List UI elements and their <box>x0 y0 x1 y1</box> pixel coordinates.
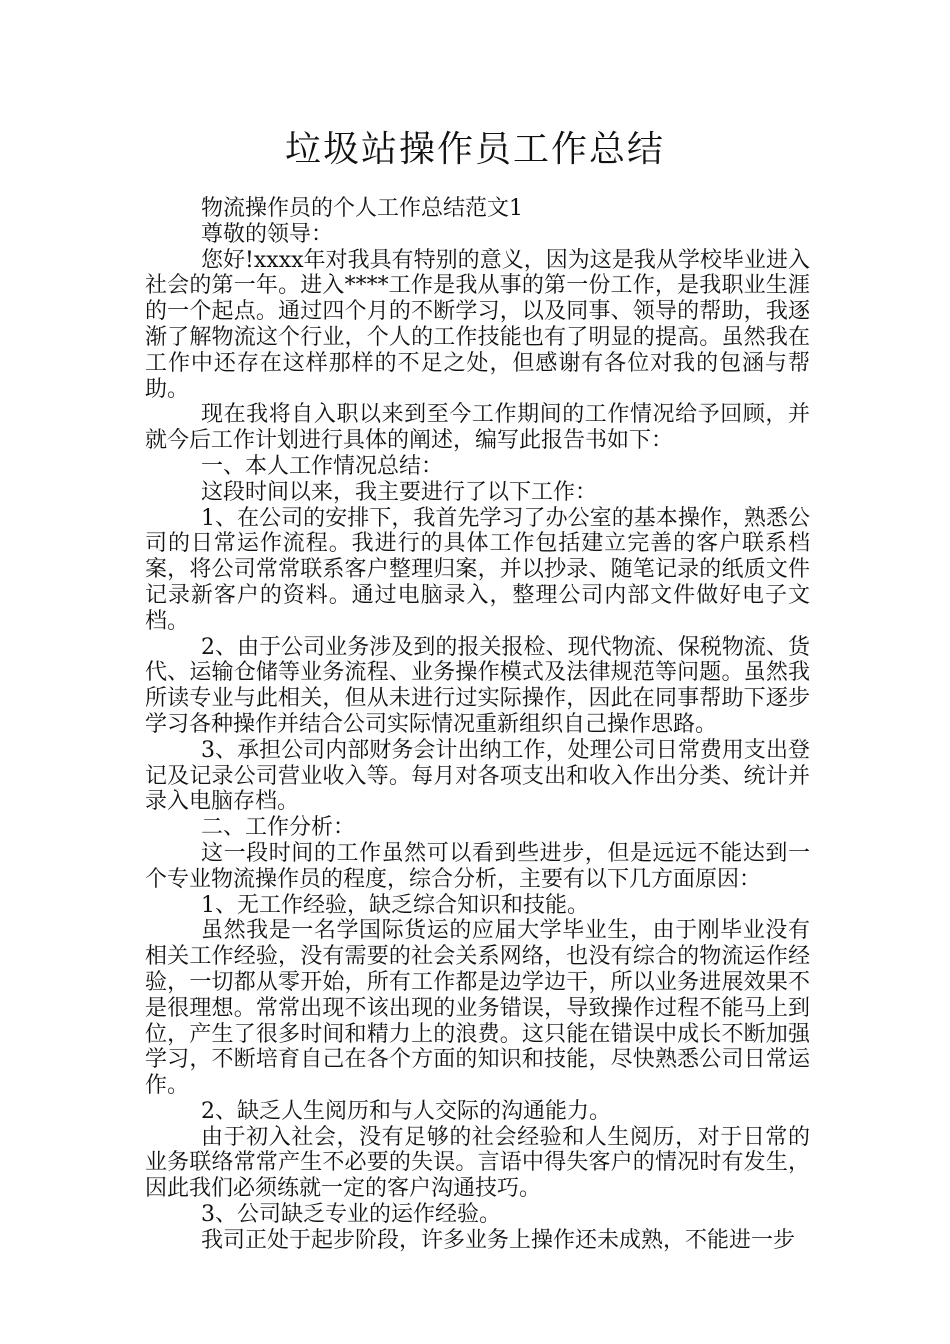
paragraph-heading: 二、工作分析： <box>201 815 356 841</box>
paragraph-subheading: 2、缺乏人生阅历和与人交际的沟通能力。 <box>201 1098 611 1124</box>
paragraph-salutation: 尊敬的领导： <box>201 221 334 247</box>
paragraph-section-heading: 物流操作员的个人工作总结范文1 <box>201 196 523 221</box>
paragraph-list-item: 1、在公司的安排下，我首先学习了办公室的基本操作，熟悉公司的日常运作流程。我进行的具体工作包括建立完善的客户联系档案，将公司常常联系客户整理归案，并以抄录、随笔记录的纸质文件记录新客户的资料。通过电脑录入，整理公司内部文件做好电子文档。 <box>145 505 810 634</box>
paragraph-body: 由于初入社会，没有足够的社会经验和人生阅历，对于日常的业务联络常常产生不必要的失误。言语中得失客户的情况时有发生，因此我们必须练就一定的客户沟通技巧。 <box>145 1124 810 1202</box>
paragraph-body: 这段时间以来，我主要进行了以下工作： <box>201 479 598 505</box>
document-title: 垃圾站操作员工作总结 <box>284 129 665 170</box>
paragraph-body: 这一段时间的工作虽然可以看到些进步，但是远远不能达到一个专业物流操作员的程度，综合分析，主要有以下几方面原因： <box>145 840 810 892</box>
document-body <box>145 196 810 1254</box>
paragraph-body: 现在我将自入职以来到至今工作期间的工作情况给予回顾，并就今后工作计划进行具体的阐述，编写此报告书如下： <box>145 402 810 454</box>
paragraph-body: 我司正处于起步阶段，许多业务上操作还未成熟，不能进一步 <box>201 1227 796 1253</box>
paragraph-subheading: 1、无工作经验，缺乏综合知识和技能。 <box>201 892 589 918</box>
paragraph-subheading: 3、公司缺乏专业的运作经验。 <box>201 1202 501 1228</box>
paragraph-list-item: 2、由于公司业务涉及到的报关报检、现代物流、保税物流、货代、运输仓储等业务流程、业务操作模式及法律规范等问题。虽然我所读专业与此相关，但从未进行过实际操作，因此在同事帮助下逐步学习各种操作并结合公司实际情况重新组织自己操作思路。 <box>145 634 810 737</box>
paragraph-body: 虽然我是一名学国际货运的应届大学毕业生，由于刚毕业没有相关工作经验，没有需要的社会关系网络，也没有综合的物流运作经验，一切都从零开始，所有工作都是边学边干，所以业务进展效果不是很理想。常常出现不该出现的业务错误，导致操作过程不能马上到位，产生了很多时间和精力上的浪费。这只能在错误中成长不断加强学习，不断培育自己在各个方面的知识和技能，尽快熟悉公司日常运作。 <box>145 918 810 1099</box>
paragraph-heading: 一、本人工作情况总结： <box>201 453 444 479</box>
paragraph-body: 您好!xxxx年对我具有特别的意义，因为这是我从学校毕业进入社会的第一年。进入****工作是我从事的第一份工作，是我职业生涯的一个起点。通过四个月的不断学习，以及同事、领导的帮助，我逐渐了解物流这个行业，个人的工作技能也有了明显的提高。虽然我在工作中还存在这样那样的不足之处，但感谢有各位对我的包涵与帮助。 <box>145 247 810 402</box>
paragraph-list-item: 3、承担公司内部财务会计出纳工作，处理公司日常费用支出登记及记录公司营业收入等。每月对各项支出和收入作出分类、统计并录入电脑存档。 <box>145 737 810 815</box>
